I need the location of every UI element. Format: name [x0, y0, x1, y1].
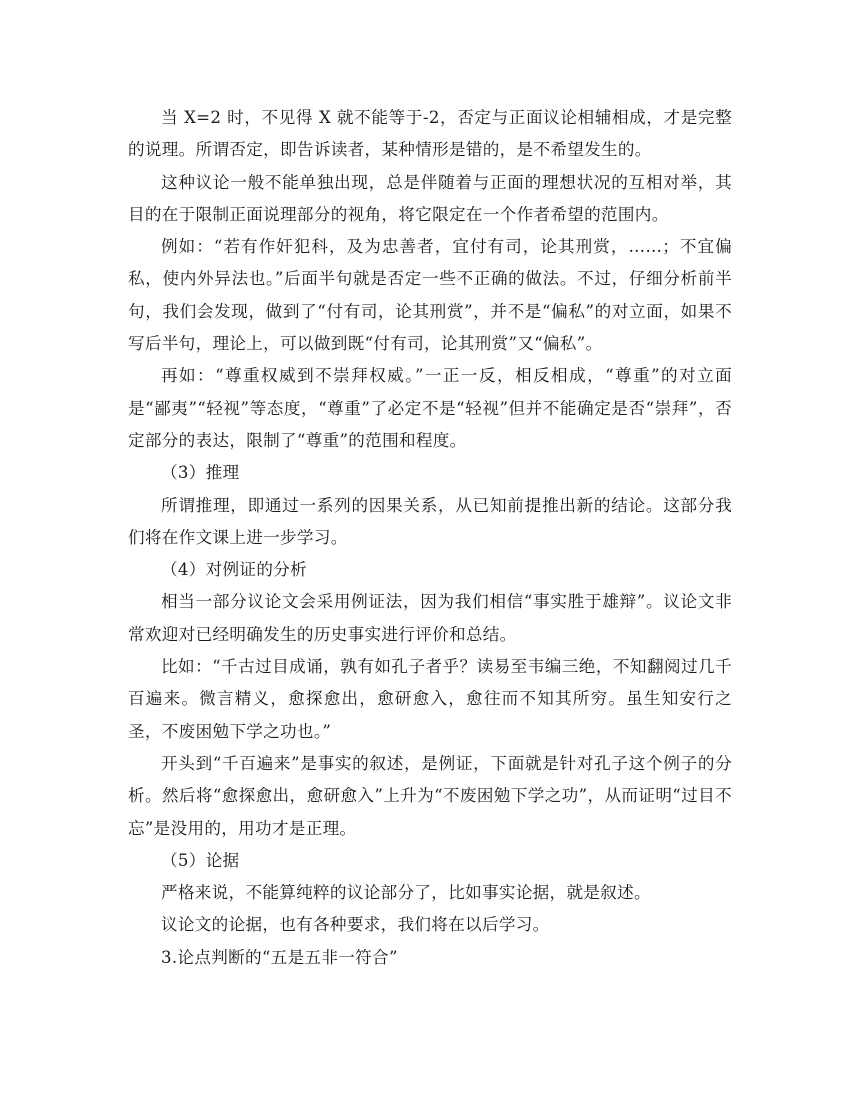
paragraph-example-method: 相当一部分议论文会采用例证法，因为我们相信“事实胜于雄辩”。议论文非常欢迎对已经明确发生的历史事实进行评价和总结。	[128, 592, 732, 644]
paragraph-negation-role: 这种议论一般不能单独出现，总是伴随着与正面的理想状况的互相对举，其目的在于限制正面说理部分的视角，将它限定在一个作者希望的范围内。	[128, 172, 732, 224]
section-heading-thesis-judgment: 3.论点判断的“五是五非一符合”	[161, 947, 398, 967]
paragraph-example-analysis: 开头到“千百遍来”是事实的叙述，是例证，下面就是针对孔子这个例子的分析。然后将“愈探愈出，愈研愈入”上升为“不废困勉下学之功”，从而证明“过目不忘”是没用的，用功才是正理。	[128, 753, 732, 838]
paragraph-reasoning: 所谓推理，即通过一系列的因果关系，从已知前提推出新的结论。这部分我们将在作文课上进一步学习。	[128, 495, 732, 547]
document-body	[128, 102, 732, 974]
paragraph-evidence-requirements: 议论文的论据，也有各种要求，我们将在以后学习。	[161, 915, 550, 935]
paragraph-example-authority: 再如：“尊重权威到不崇拜权威。”一正一反，相反相成，“尊重”的对立面是“鄙夷”“轻视”等态度，“尊重”了必定不是“轻视”但并不能确定是否“崇拜”，否定部分的表达，限制了“尊重”的范围和程度。	[128, 366, 732, 450]
section-heading-reasoning: （3）推理	[161, 463, 240, 483]
paragraph-evidence-strict: 严格来说，不能算纯粹的议论部分了，比如事实论据，就是叙述。	[161, 883, 651, 903]
section-heading-evidence: （5）论据	[161, 850, 240, 870]
paragraph-negation-example: 当 X=2 时，不见得 X 就不能等于-2，否定与正面议论相辅相成，才是完整的说理。所谓否定，即告诉读者，某种情形是错的，是不希望发生的。	[128, 108, 732, 160]
section-heading-example-analysis: （4）对例证的分析	[161, 560, 308, 580]
paragraph-example-confucius: 比如：“千古过目成诵，孰有如孔子者乎？读易至韦编三绝，不知翻阅过几千百遍来。微言精义，愈探愈出，愈研愈入，愈往而不知其所穷。虽生知安行之圣，不废困勉下学之功也。”	[128, 657, 732, 741]
paragraph-example-chushibiao: 例如：“若有作奸犯科，及为忠善者，宜付有司，论其刑赏，……；不宜偏私，使内外异法也。”后面半句就是否定一些不正确的做法。不过，仔细分析前半句，我们会发现，做到了“付有司，论其刑赏”，并不是“偏私”的对立面，如果不写后半句，理论上，可以做到既“付有司，论其刑赏”又“偏私”。	[128, 237, 732, 354]
